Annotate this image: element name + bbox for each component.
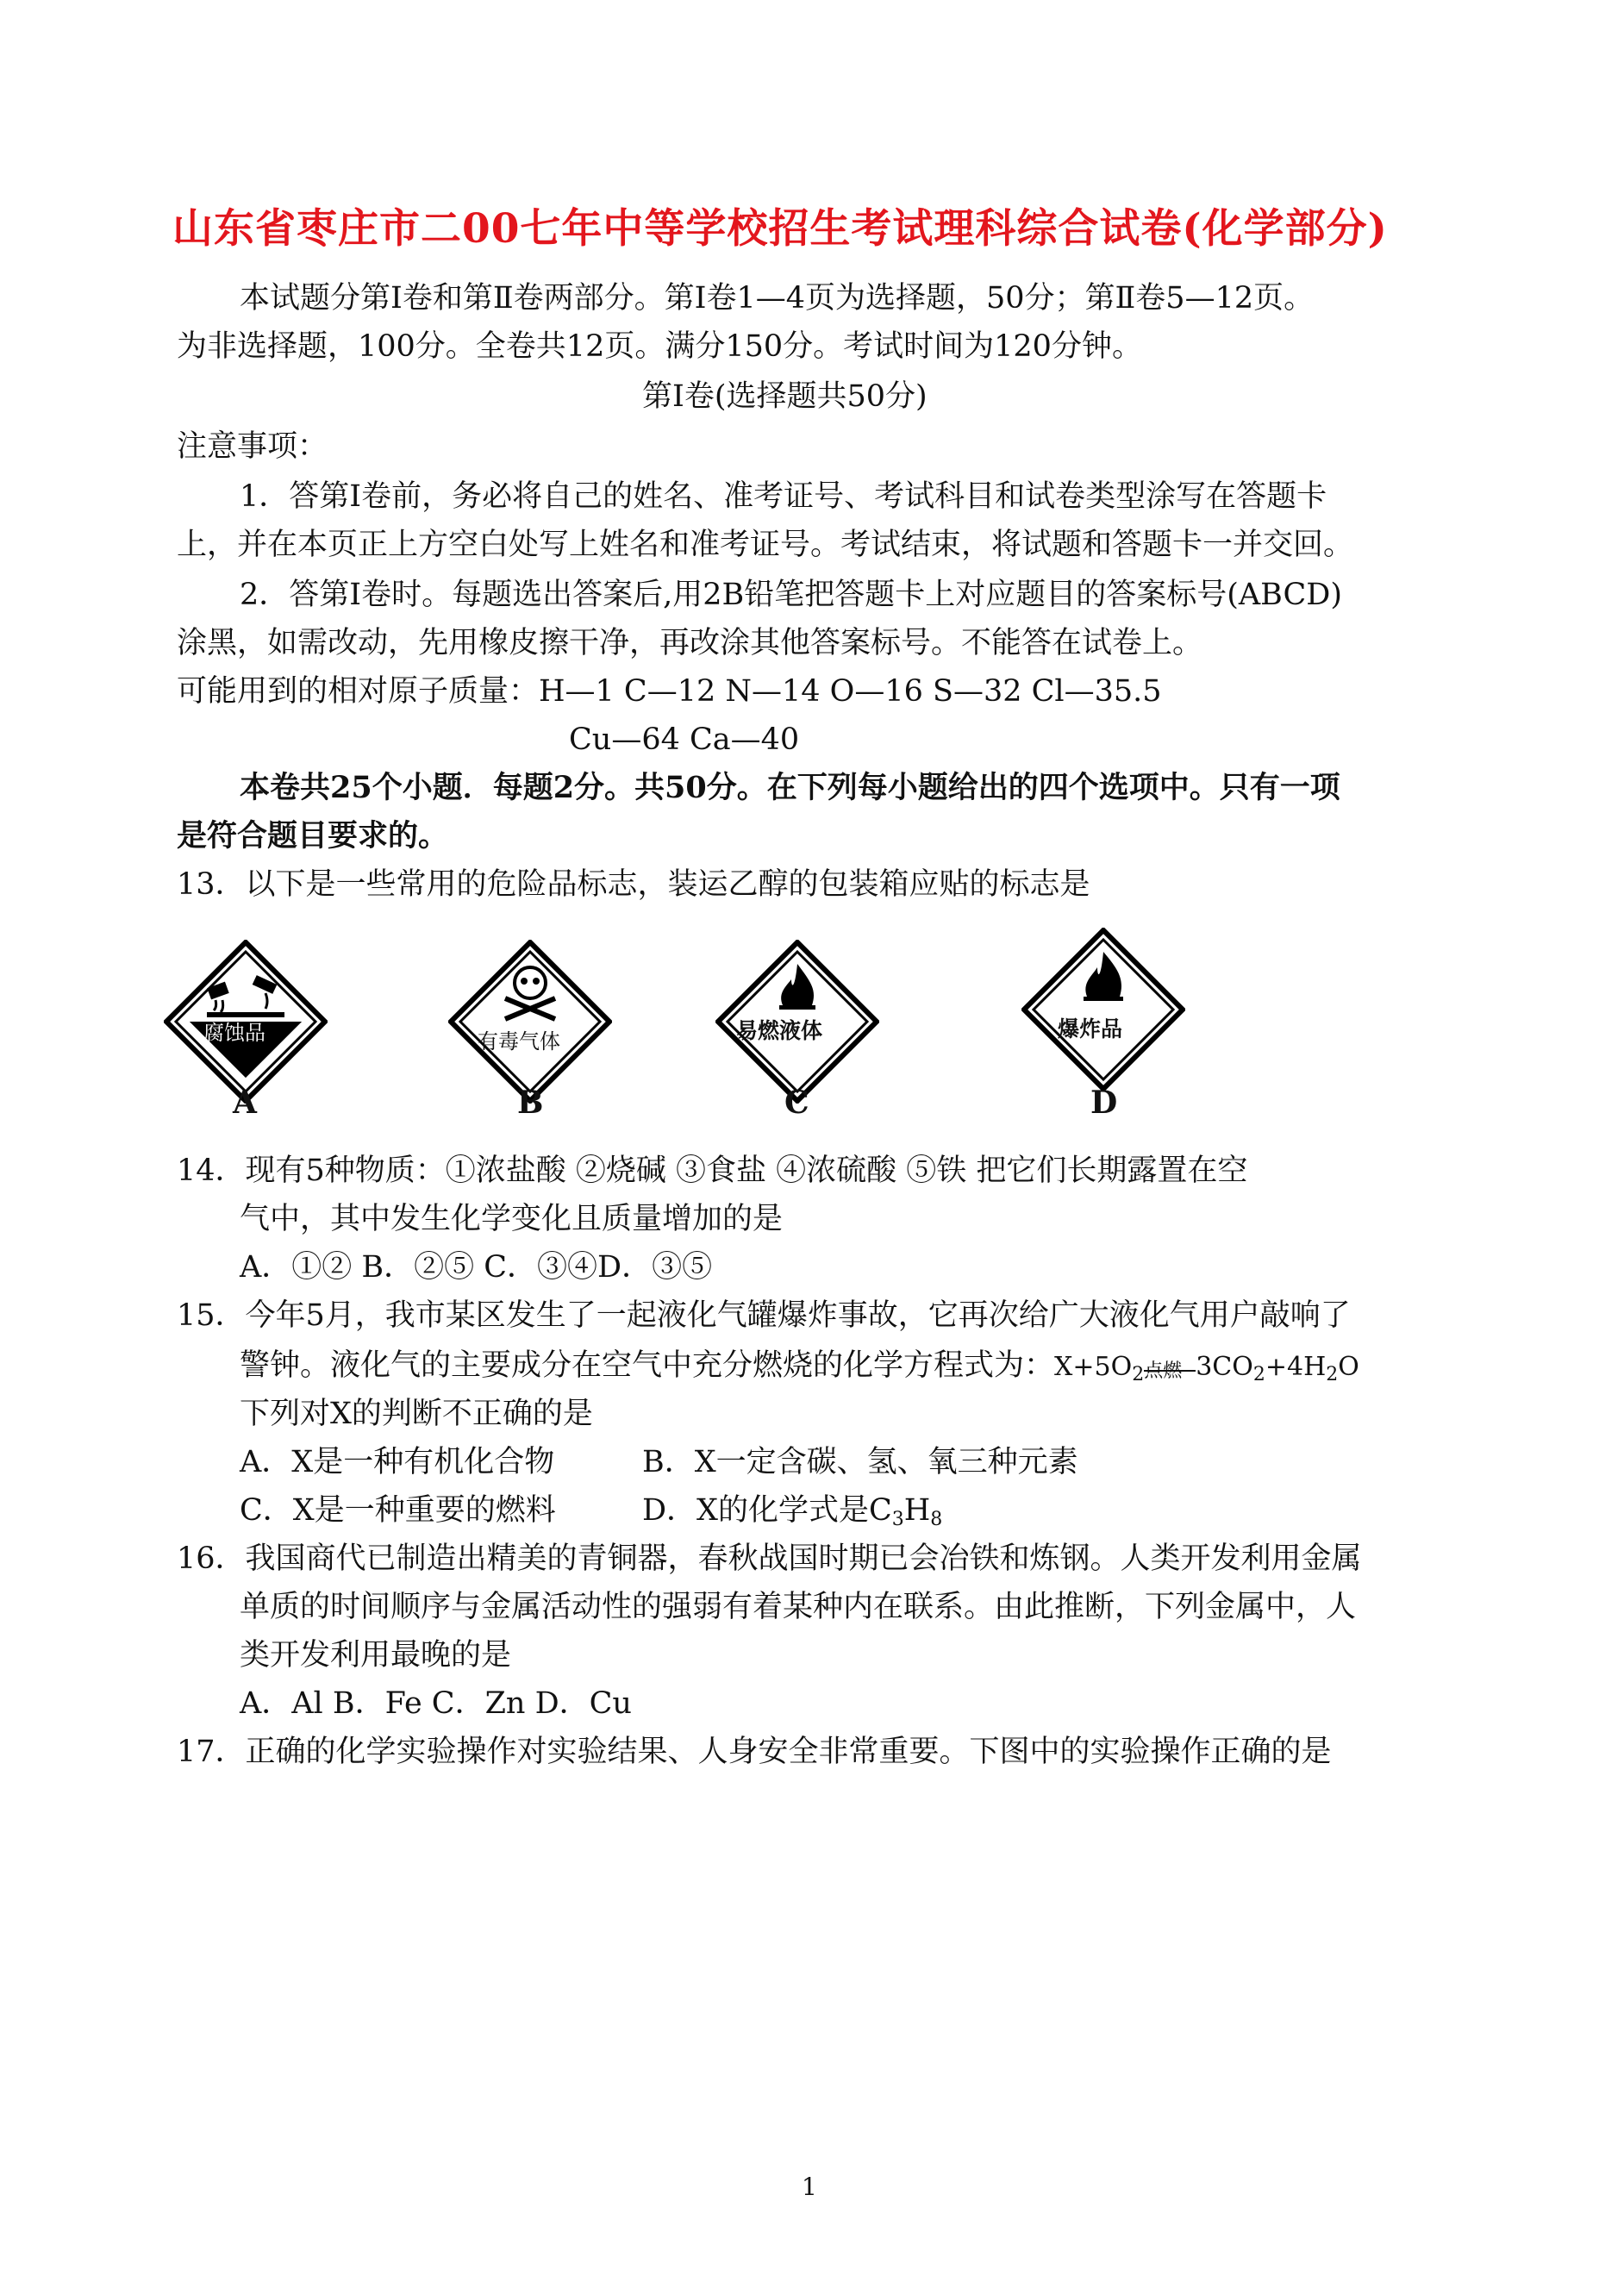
question-15-line-3: 下列对X的判断不正确的是 [240,1397,593,1431]
corrosive-sign [164,940,328,1104]
sign-d-letter: D [1090,1085,1118,1121]
instruction-line-2: 是符合题目要求的。 [177,818,449,854]
sign-c-letter: C [784,1085,809,1121]
sign-b-letter: B [517,1085,544,1121]
toxic-gas-sign [448,940,612,1104]
skull-crossbones-icon [448,940,612,1104]
question-15-option-b: B．X一定含碳、氢、氧三种元素 [642,1445,1078,1479]
flammable-liquid-sign [715,940,879,1104]
explosive-sign [1021,928,1185,1091]
question-15-line-1: 15．今年5月，我市某区发生了一起液化气罐爆炸事故，它再次给广大液化气用户敲响了 [177,1298,1351,1333]
question-16-line-1: 16．我国商代已制造出精美的青铜器，春秋战国时期已会冶铁和炼钢。人类开发利用金属 [177,1541,1362,1576]
question-14-line-1: 14．现有5种物质：①浓盐酸 ②烧碱 ③食盐 ④浓硫酸 ⑤铁 把它们长期露置在空 [177,1154,1248,1188]
equation-left: $X+5O_2$ [1054,1352,1145,1385]
question-16-line-3: 类开发利用最晚的是 [240,1638,512,1673]
sign-c-label: 易燃液体 [736,1018,823,1043]
intro-line-1: 本试题分第Ⅰ卷和第Ⅱ卷两部分。第Ⅰ卷1—4页为选择题，50分；第Ⅱ卷5—12页。 [240,281,1315,316]
explosion-icon [1021,928,1185,1091]
note-2-line-1: 2．答第Ⅰ卷时。每题选出答案后,用2B铅笔把答题卡上对应题目的答案标号(ABCD) [240,578,1343,612]
equation-arrow: 点燃 [1144,1366,1196,1375]
section-title: 第Ⅰ卷(选择题共50分) [642,379,928,414]
intro-line-2: 为非选择题，100分。全卷共12页。满分150分。考试时间为120分钟。 [177,329,1142,364]
instruction-line-1: 本卷共25个小题．每题2分。共50分。在下列每小题给出的四个选项中。只有一项 [240,770,1340,805]
question-15-line-2-text: 警钟。液化气的主要成分在空气中充分燃烧的化学方程式为： [240,1348,1055,1383]
equation-right: $3CO_2+4H_2O$ [1196,1352,1359,1385]
sign-b-label: 有毒气体 [478,1029,560,1054]
note-2-line-2: 涂黑，如需改动，先用橡皮擦干净，再改涂其他答案标号。不能答在试卷上。 [177,626,1203,660]
question-16-line-2: 单质的时间顺序与金属活动性的强弱有着某种内在联系。由此推断，下列金属中，人 [240,1590,1357,1624]
question-15-option-a: A．X是一种有机化合物 [240,1445,555,1479]
question-13-stem: 13．以下是一些常用的危险品标志，装运乙醇的包装箱应贴的标志是 [177,867,1090,902]
sign-d-label: 爆炸品 [1058,1016,1123,1041]
page-title: 山东省枣庄市二00七年中等学校招生考试理科综合试卷(化学部分) [172,205,1388,253]
question-16-options: A．Al B．Fe C．Zn D．Cu [240,1686,632,1721]
sign-a-letter: A [233,1085,257,1121]
sign-a-label: 腐蚀品 [203,1021,265,1045]
notes-heading: 注意事项： [177,429,328,464]
question-17-line-1: 17．正确的化学实验操作对实验结果、人身安全非常重要。下图中的实验操作正确的是 [177,1735,1332,1769]
question-14-options: A．①② B．②⑤ C．③④D．③⑤ [240,1250,713,1285]
atomic-mass-line-2: Cu—64 Ca—40 [569,722,800,757]
note-1-line-1: 1．答第Ⅰ卷前，务必将自己的姓名、准考证号、考试科目和试卷类型涂写在答题卡 [240,479,1327,514]
question-15-option-c: C．X是一种重要的燃料 [240,1493,556,1528]
question-14-line-2: 气中，其中发生化学变化且质量增加的是 [240,1202,784,1236]
page-number: 1 [802,2173,817,2201]
question-15-option-d: D．X的化学式是$C_3H_8$ [642,1493,943,1530]
note-1-line-2: 上，并在本页正上方空白处写上姓名和准考证号。考试结束，将试题和答题卡一并交回。 [177,528,1354,562]
atomic-mass-line-1: 可能用到的相对原子质量：H—1 C—12 N—14 O—16 S—32 Cl—35.5 [177,674,1162,709]
